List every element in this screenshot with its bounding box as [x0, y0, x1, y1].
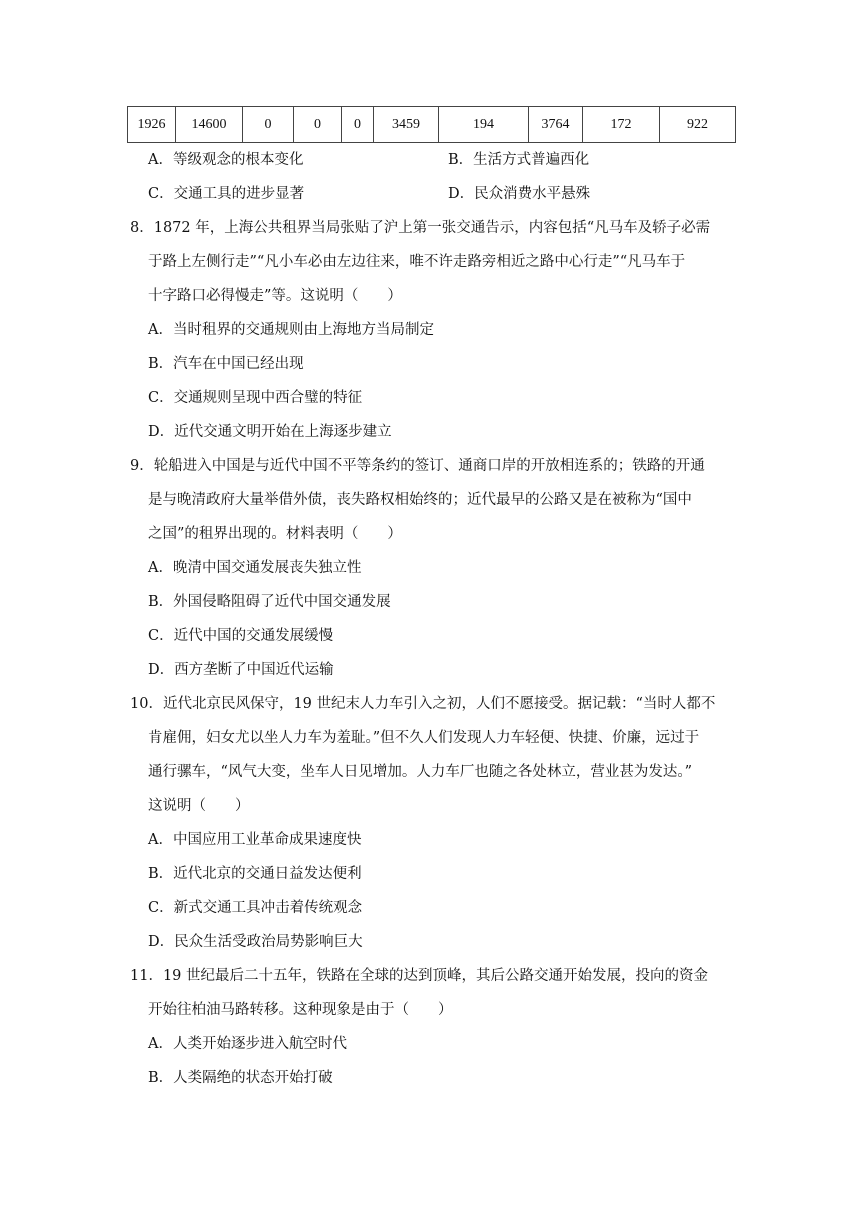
q8-option-b[interactable]: B．汽车在中国已经出现	[148, 356, 304, 372]
q8-stem-line: 于路上左侧行走”“凡小车必由左边往来，唯不许走路旁相近之路中心行走”“凡马车于	[148, 254, 686, 270]
q11-stem-line: 11．19 世纪最后二十五年，铁路在全球的达到顶峰，其后公路交通开始发展，投向的资金	[130, 968, 709, 984]
table-row	[128, 107, 736, 143]
table-cell: 3459	[374, 107, 439, 143]
q9-option-c[interactable]: C．近代中国的交通发展缓慢	[148, 628, 334, 644]
q11-option-b[interactable]: B．人类隔绝的状态开始打破	[148, 1070, 333, 1086]
table-cell: 3764	[529, 107, 583, 143]
table-cell: 0	[342, 107, 374, 143]
q9-option-a[interactable]: A．晚清中国交通发展丧失独立性	[148, 560, 362, 576]
q9-option-b[interactable]: B．外国侵略阻碍了近代中国交通发展	[148, 594, 391, 610]
q10-stem-line: 通行骡车，“风气大变，坐车人日见增加。人力车厂也随之各处林立，营业甚为发达。”	[148, 764, 693, 780]
statistics-table	[127, 106, 736, 143]
q11-option-a[interactable]: A．人类开始逐步进入航空时代	[148, 1036, 347, 1052]
q9-stem-line: 之国”的租界出现的。材料表明（ ）	[148, 526, 402, 542]
q9-stem-line: 是与晚清政府大量举借外债，丧失路权相始终的；近代最早的公路又是在被称为“国中	[148, 492, 692, 508]
q10-option-a[interactable]: A．中国应用工业革命成果速度快	[148, 832, 362, 848]
q10-stem-line: 肯雇佣，妇女尤以坐人力车为羞耻。”但不久人们发现人力车轻便、快捷、价廉，远过于	[148, 730, 700, 746]
q10-option-d[interactable]: D．民众生活受政治局势影响巨大	[148, 934, 363, 950]
q8-option-c[interactable]: C．交通规则呈现中西合璧的特征	[148, 390, 363, 406]
table-cell: 194	[439, 107, 529, 143]
q10-stem-line: 这说明（ ）	[148, 798, 250, 814]
q11-stem-line: 开始往柏油马路转移。这种现象是由于（ ）	[148, 1002, 453, 1018]
table-cell: 0	[243, 107, 294, 143]
table-cell: 1926	[128, 107, 176, 143]
q10-stem-line: 10．近代北京民风保守，19 世纪末人力车引入之初，人们不愿接受。据记载：“当时人都不	[130, 696, 716, 712]
q7-option-a[interactable]: A．等级观念的根本变化	[148, 152, 304, 168]
q9-stem-line: 9．轮船进入中国是与近代中国不平等条约的签订、通商口岸的开放相连系的；铁路的开通	[130, 458, 705, 474]
q7-option-b[interactable]: B．生活方式普遍西化	[448, 152, 590, 168]
q8-option-a[interactable]: A．当时租界的交通规则由上海地方当局制定	[148, 322, 434, 338]
q9-option-d[interactable]: D．西方垄断了中国近代运输	[148, 662, 334, 678]
table-cell: 14600	[176, 107, 243, 143]
q7-option-c[interactable]: C．交通工具的进步显著	[148, 186, 305, 202]
q8-stem-line: 十字路口必得慢走”等。这说明（ ）	[148, 288, 402, 304]
table-cell: 0	[294, 107, 342, 143]
table-cell: 172	[583, 107, 660, 143]
q10-option-c[interactable]: C．新式交通工具冲击着传统观念	[148, 900, 363, 916]
table-cell: 922	[660, 107, 736, 143]
q8-option-d[interactable]: D．近代交通文明开始在上海逐步建立	[148, 424, 392, 440]
q10-option-b[interactable]: B．近代北京的交通日益发达便利	[148, 866, 362, 882]
q8-stem-line: 8．1872 年，上海公共租界当局张贴了沪上第一张交通告示，内容包括“凡马车及轿子必需	[130, 220, 711, 236]
q7-option-d[interactable]: D．民众消费水平悬殊	[448, 186, 591, 202]
